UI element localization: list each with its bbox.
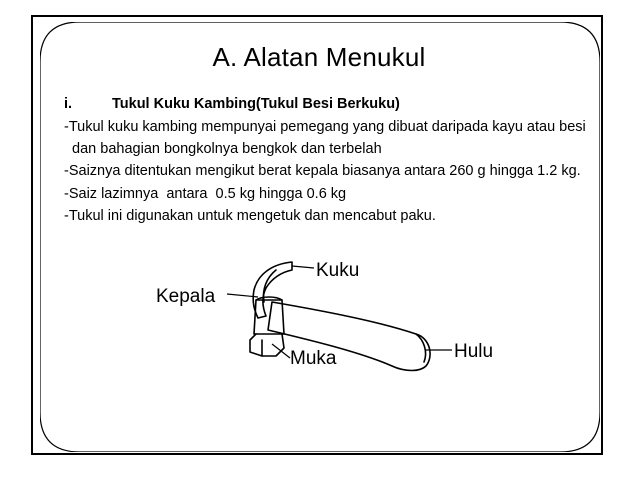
label-kuku: Kuku — [316, 260, 360, 281]
heading-number: i. — [64, 96, 73, 112]
body-line-3: -Saiznya ditentukan mengikut berat kepala biasanya antara 260 g hingga 1.2 kg. — [64, 163, 581, 179]
body-line-5: -Tukul ini digunakan untuk mengetuk dan mencabut paku. — [64, 208, 436, 224]
body-line-2: dan bahagian bongkolnya bengkok dan terbelah — [64, 141, 382, 157]
hammer-head — [254, 300, 284, 334]
hammer-claw — [253, 262, 292, 318]
hammer-face — [250, 334, 284, 356]
heading-text: Tukul Kuku Kambing(Tukul Besi Berkuku) — [112, 96, 400, 112]
label-kepala: Kepala — [156, 286, 216, 307]
body-line-4: -Saiz lazimnya antara 0.5 kg hingga 0.6 kg — [64, 186, 347, 202]
label-muka: Muka — [290, 348, 337, 369]
slide-title: A. Alatan Menukul — [212, 42, 426, 72]
body-line-1: -Tukul kuku kambing mempunyai pemegang yang dibuat daripada kayu atau besi — [64, 119, 586, 135]
label-hulu: Hulu — [454, 341, 494, 362]
